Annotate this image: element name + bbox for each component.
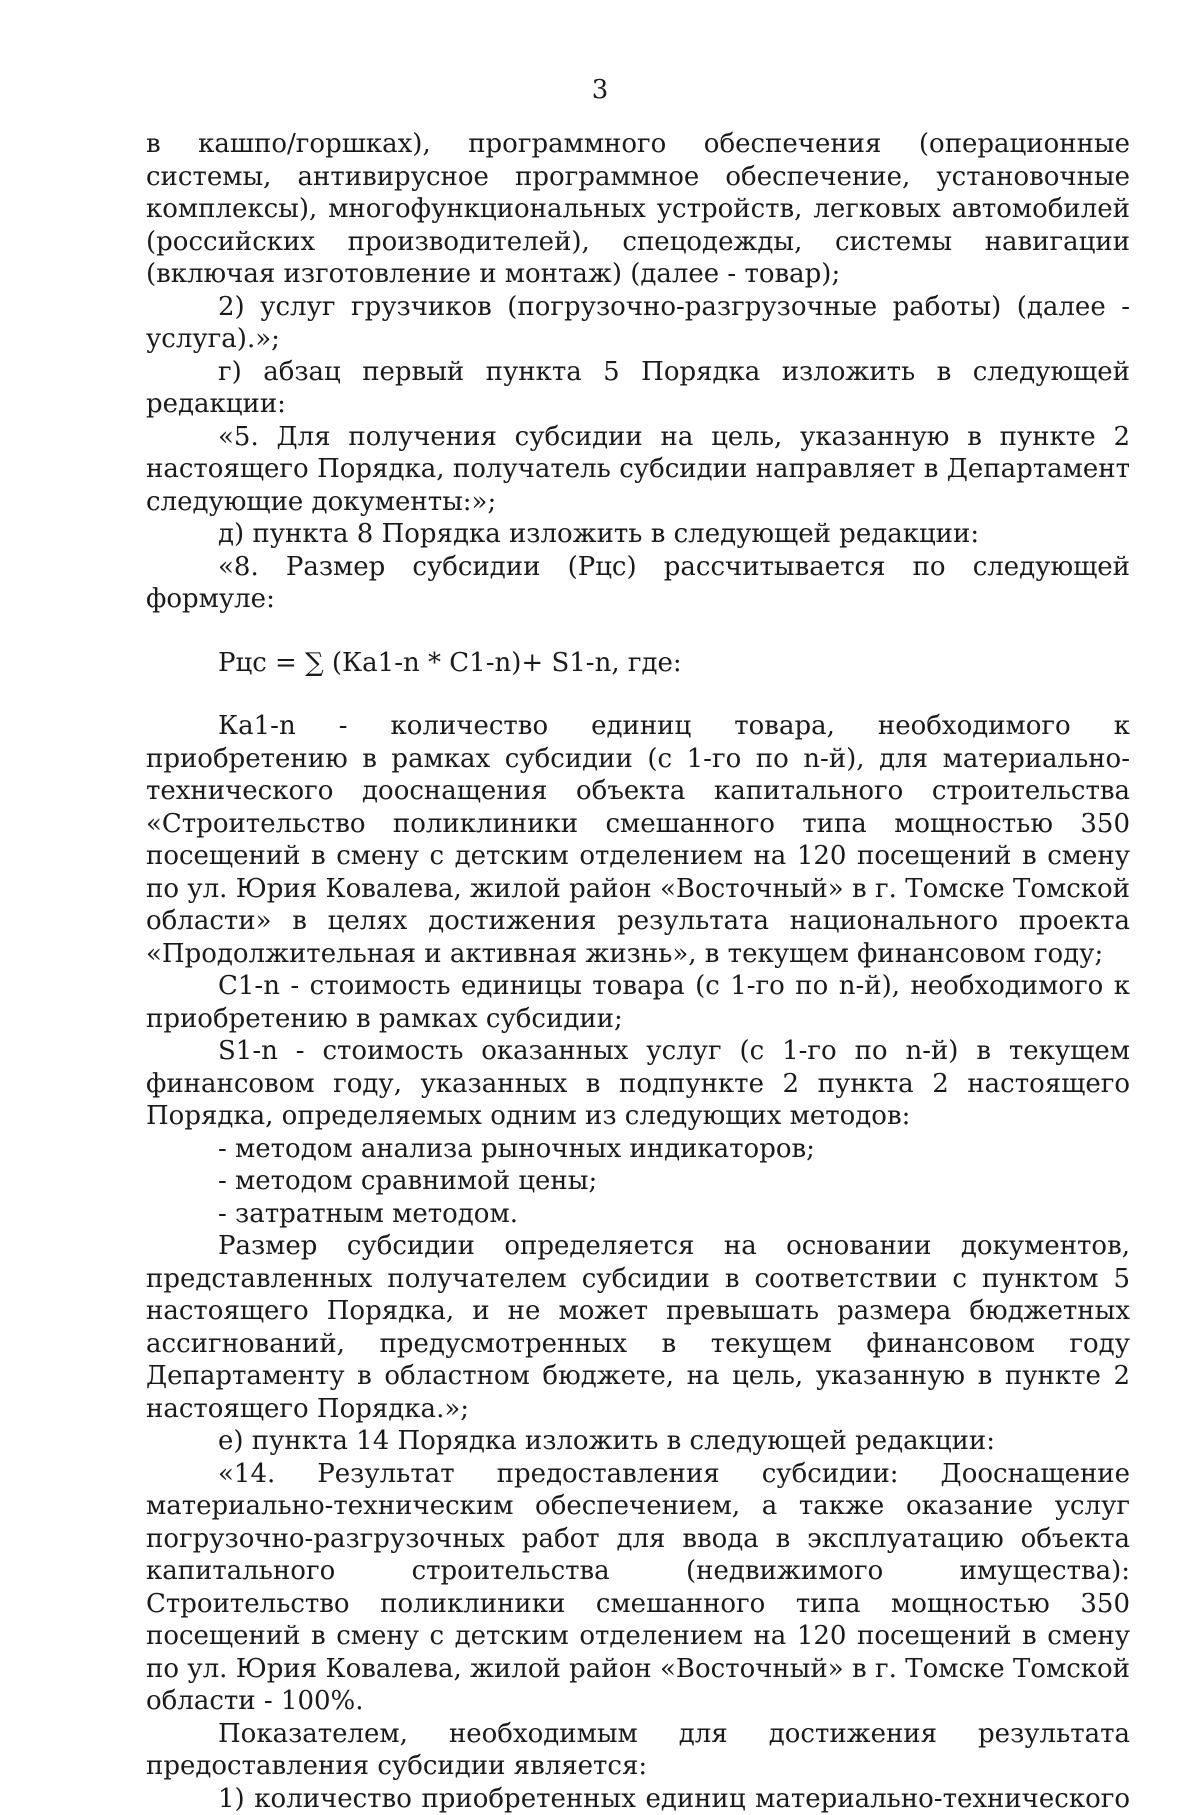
paragraph: «5. Для получения субсидии на цель, указанную в пункте 2 настоящего Порядка, получатель субсидии направляет в Департамент следующие документы:»;	[146, 421, 1130, 519]
paragraph: С1-n - стоимость единицы товара (с 1-го по n-й), необходимого к приобретению в рамках субсидии;	[146, 970, 1130, 1035]
paragraph: Показателем, необходимым для достижения результата предоставления субсидии является:	[146, 1718, 1130, 1783]
formula: Рцс = ∑ (Ка1-n * С1-n)+ S1-n, где:	[146, 647, 1130, 680]
paragraph: д) пункта 8 Порядка изложить в следующей редакции:	[146, 518, 1130, 551]
paragraph: Ка1-n - количество единиц товара, необходимого к приобретению в рамках субсидии (с 1-го по n-й), для материально-технического дооснащения объекта капитального строительства «Строительство поликлиники смешанного типа мощностью 350 посещений в смену с детским отделением на 120 посещений в смену по ул. Юрия Ковалева, жилой район «Восточный» в г. Томске Томской области» в целях достижения результата национального проекта «Продолжительная и активная жизнь», в текущем финансовом году;	[146, 710, 1130, 970]
paragraph: 1) количество приобретенных единиц материально-технического	[146, 1783, 1130, 1815]
paragraph: в кашпо/горшках), программного обеспечения (операционные системы, антивирусное программное обеспечение, установочные комплексы), многофункциональных устройств, легковых автомобилей (российских производителей), спецодежды, системы навигации (включая изготовление и монтаж) (далее - товар);	[146, 128, 1130, 291]
paragraph: Размер субсидии определяется на основании документов, представленных получателем субсидии в соответствии с пунктом 5 настоящего Порядка, и не может превышать размера бюджетных ассигнований, предусмотренных в текущем финансовом году Департаменту в областном бюджете, на цель, указанную в пункте 2 настоящего Порядка.»;	[146, 1230, 1130, 1425]
paragraph: «8. Размер субсидии (Рцс) рассчитывается по следующей формуле:	[146, 551, 1130, 616]
paragraph: г) абзац первый пункта 5 Порядка изложить в следующей редакции:	[146, 356, 1130, 421]
paragraph: е) пункта 14 Порядка изложить в следующей редакции:	[146, 1425, 1130, 1458]
list-item: - методом сравнимой цены;	[146, 1165, 1130, 1198]
list-item: - затратным методом.	[146, 1198, 1130, 1231]
list-item: - методом анализа рыночных индикаторов;	[146, 1133, 1130, 1166]
paragraph: 2) услуг грузчиков (погрузочно-разгрузочные работы) (далее - услуга).»;	[146, 291, 1130, 356]
document-body	[146, 128, 1130, 1815]
page-number: 3	[0, 74, 1200, 106]
paragraph: S1-n - стоимость оказанных услуг (с 1-го по n-й) в текущем финансовом году, указанных в подпункте 2 пункта 2 настоящего Порядка, определяемых одним из следующих методов:	[146, 1035, 1130, 1133]
paragraph: «14. Результат предоставления субсидии: Дооснащение материально-техническим обеспечением, а также оказание услуг погрузочно-разгрузочных работ для ввода в эксплуатацию объекта капитального строительства (недвижимого имущества): Строительство поликлиники смешанного типа мощностью 350 посещений в смену с детским отделением на 120 посещений в смену по ул. Юрия Ковалева, жилой район «Восточный» в г. Томске Томской области - 100%.	[146, 1458, 1130, 1718]
